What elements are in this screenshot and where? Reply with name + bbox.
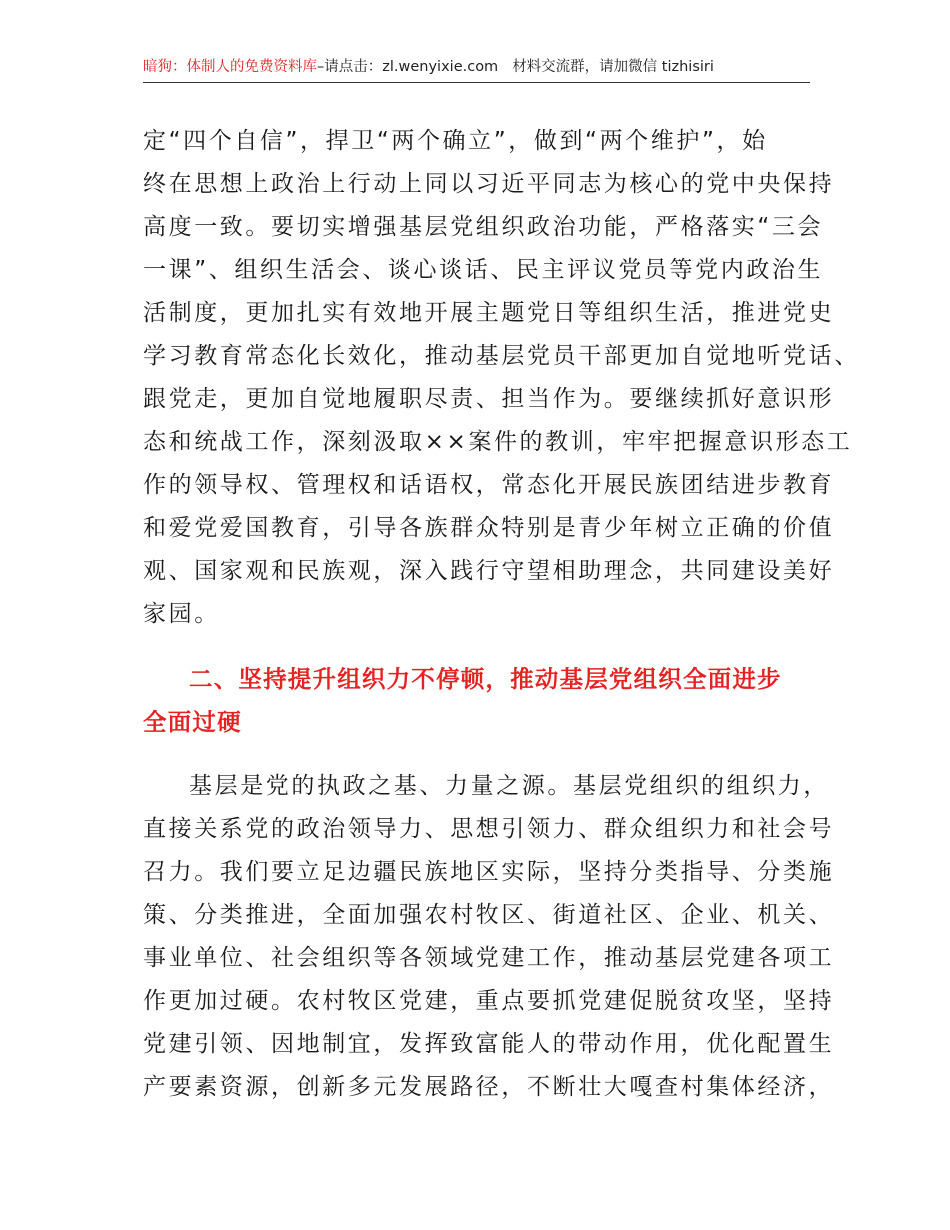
text-line: 直接关系党的政治领导力、思想引领力、群众组织力和社会号 xyxy=(143,816,835,842)
text-line: 召力。我们要立足边疆民族地区实际，坚持分类指导、分类施 xyxy=(143,859,835,885)
text-line: 态和统战工作，深刻汲取××案件的教训，牢牢把握意识形态工 xyxy=(143,429,853,455)
heading-line: 全面过硬 xyxy=(143,708,242,736)
heading-line: 二、坚持提升组织力不停顿，推动基层党组织全面进步 xyxy=(189,665,782,693)
text-line: 作更加过硬。农村牧区党建，重点要抓党建促脱贫攻坚，坚持 xyxy=(143,988,835,1014)
paragraph-2 xyxy=(143,765,835,1109)
text-line: 家园。 xyxy=(143,601,220,627)
section-heading-2 xyxy=(143,658,823,744)
header-wechat-id: tizhisiri xyxy=(661,59,714,75)
text-line: 基层是党的执政之基、力量之源。基层党组织的组织力， xyxy=(189,773,829,799)
header-click-prompt: –请点击： xyxy=(317,59,383,75)
text-line: 跟党走，更加自觉地履职尽责、担当作为。要继续抓好意识形 xyxy=(143,386,835,412)
text-line: 观、国家观和民族观，深入践行守望相助理念，共同建设美好 xyxy=(143,558,835,584)
header-group-note: 材料交流群，请加微信 xyxy=(512,59,658,75)
text-line: 终在思想上政治上行动上同以习近平同志为核心的党中央保持 xyxy=(143,171,835,197)
document-body xyxy=(143,120,860,1109)
text-line: 作的领导权、管理权和话语权，常态化开展民族团结进步教育 xyxy=(143,472,835,498)
text-line: 党建引领、因地制宜，发挥致富能人的带动作用，优化配置生 xyxy=(143,1031,835,1057)
header-site-name: 暗狗：体制人的免费资料库 xyxy=(143,59,317,75)
text-line: 学习教育常态化长效化，推动基层党员干部更加自觉地听党话、 xyxy=(143,343,860,369)
page-header xyxy=(143,56,810,83)
text-line: 活制度，更加扎实有效地开展主题党日等组织生活，推进党史 xyxy=(143,300,835,326)
text-line: 和爱党爱国教育，引导各族群众特别是青少年树立正确的价值 xyxy=(143,515,835,541)
paragraph-1 xyxy=(143,120,860,636)
text-line: 策、分类推进，全面加强农村牧区、街道社区、企业、机关、 xyxy=(143,902,835,928)
text-line: 产要素资源，创新多元发展路径，不断壮大嘎查村集体经济， xyxy=(143,1074,835,1100)
text-line: 高度一致。要切实增强基层党组织政治功能，严格落实“三会 xyxy=(143,214,824,240)
text-line: 定“四个自信”，捍卫“两个确立”，做到“两个维护”，始 xyxy=(143,128,768,154)
text-line: 一课”、组织生活会、谈心谈话、民主评议党员等党内政治生 xyxy=(143,257,824,283)
text-line: 事业单位、社会组织等各领域党建工作，推动基层党建各项工 xyxy=(143,945,835,971)
header-link[interactable]: zl.wenyixie.com xyxy=(382,59,499,75)
